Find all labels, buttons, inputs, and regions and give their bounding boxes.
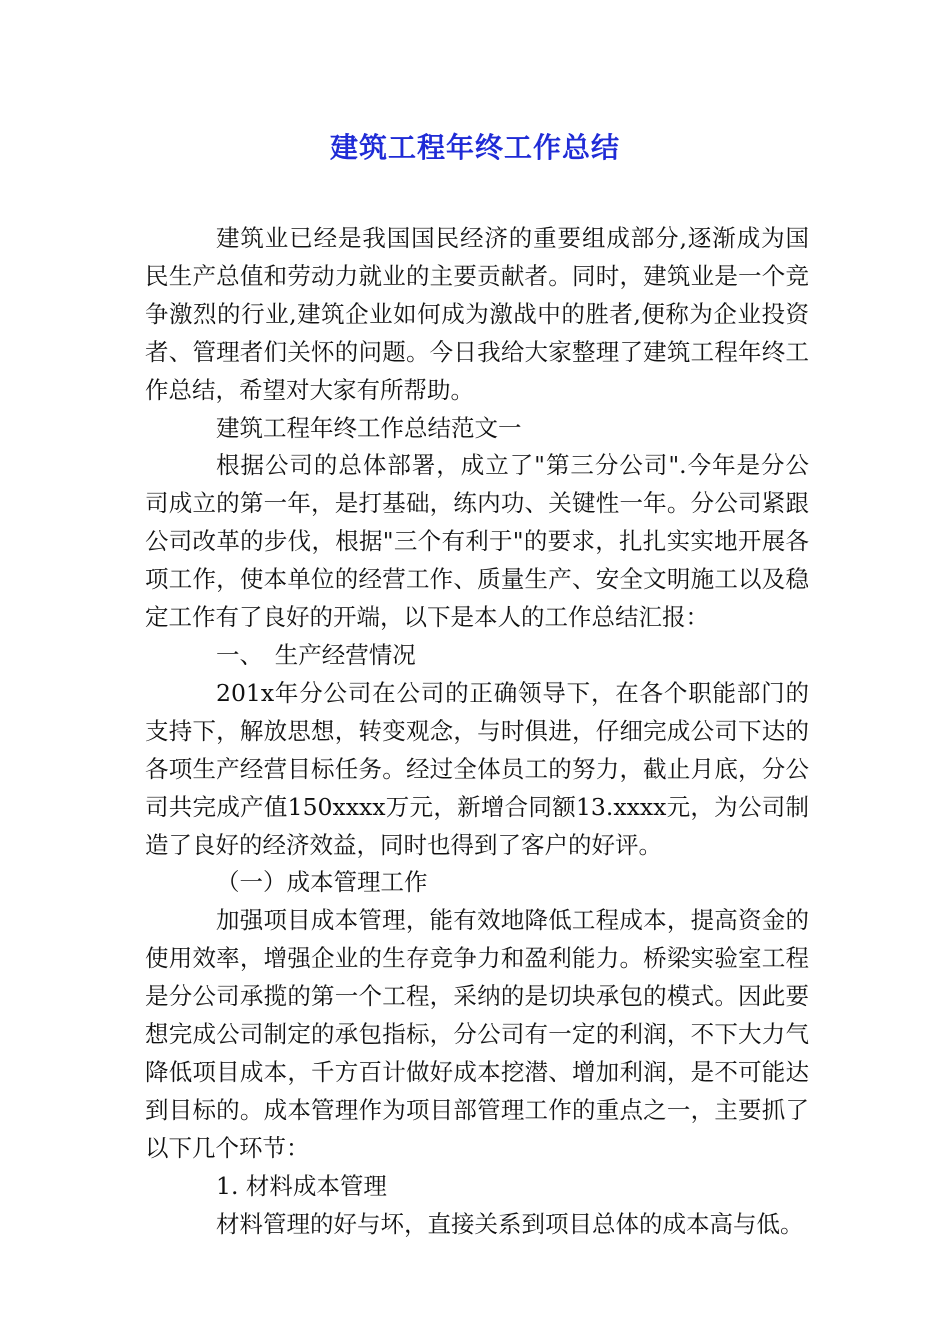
section-heading-production: 一、 生产经营情况 [216,640,416,669]
document-body [145,220,809,1243]
paragraph-material-management: 材料管理的好与坏，直接关系到项目总体的成本高与低。 [216,1209,804,1238]
document-title: 建筑工程年终工作总结 [329,131,620,164]
paragraph-company-overview: 根据公司的总体部署，成立了"第三分公司".今年是分公司成立的第一年，是打基础，练内功、关键性一年。分公司紧跟公司改革的步伐，根据"三个有利于"的要求，扎扎实实地开展各项工作，使本单位的经营工作、质量生产、安全文明施工以及稳定工作有了良好的开端，以下是本人的工作总结汇报： [145,451,809,632]
item-heading-material: 1. 材料成本管理 [216,1171,387,1200]
paragraph-production-results: 201x年分公司在公司的正确领导下，在各个职能部门的支持下，解放思想，转变观念，与时俱进，仔细完成公司下达的各项生产经营目标任务。经过全体员工的努力，截止月底，分公司共完成产值150xxxx万元，新增合同额13.xxxx元，为公司制造了良好的经济效益，同时也得到了客户的好评。 [145,678,809,859]
paragraph-intro: 建筑业已经是我国国民经济的重要组成部分,逐渐成为国民生产总值和劳动力就业的主要贡献者。同时，建筑业是一个竞争激烈的行业,建筑企业如何成为激战中的胜者,便称为企业投资者、管理者们关怀的问题。今日我给大家整理了建筑工程年终工作总结，希望对大家有所帮助。 [145,224,809,404]
subsection-heading-cost: （一）成本管理工作 [216,868,428,897]
paragraph-sample-heading: 建筑工程年终工作总结范文一 [216,413,522,442]
paragraph-cost-management: 加强项目成本管理，能有效地降低工程成本，提高资金的使用效率，增强企业的生存竞争力和盈利能力。桥梁实验室工程是分公司承揽的第一个工程，采纳的是切块承包的模式。因此要想完成公司制定的承包指标，分公司有一定的利润，不下大力气降低项目成本，千方百计做好成本挖潜、增加利润，是不可能达到目标的。成本管理作为项目部管理工作的重点之一，主要抓了以下几个环节： [145,906,809,1162]
